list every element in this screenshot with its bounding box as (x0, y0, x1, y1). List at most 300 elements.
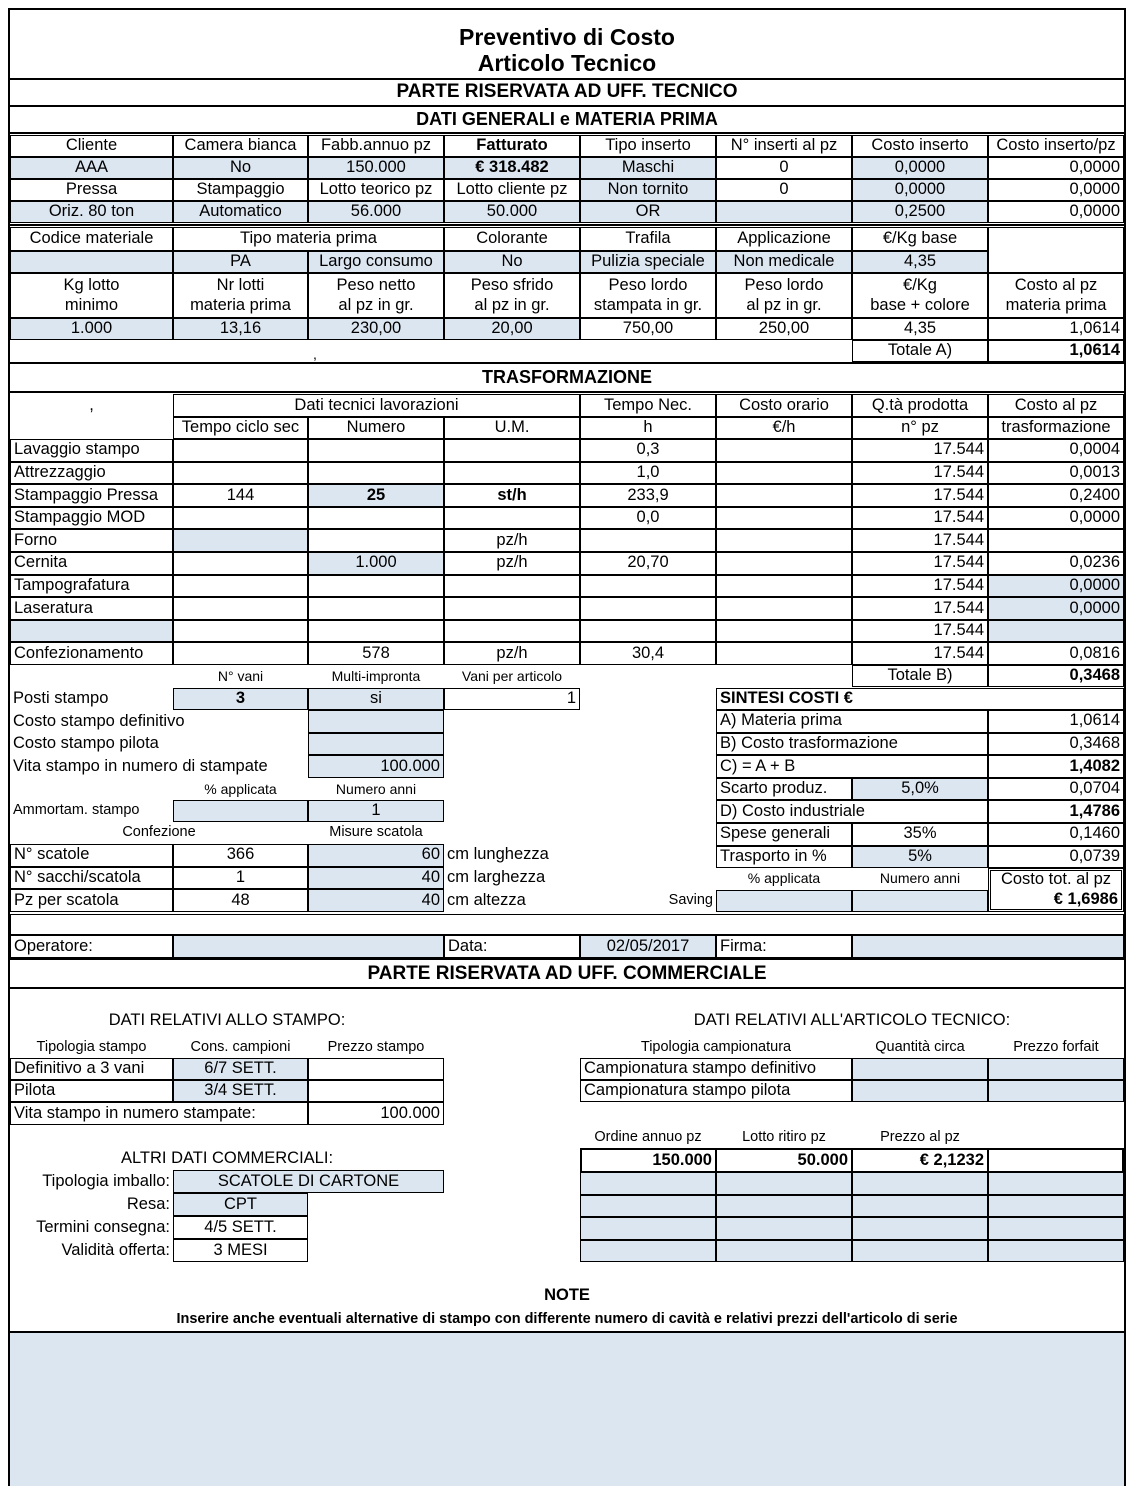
trasf-total: 0,3468 (988, 665, 1124, 687)
section-generali: DATI GENERALI e MATERIA PRIMA (416, 109, 718, 130)
mat-v2-6: 4,35 (852, 318, 988, 340)
insert-tipo[interactable]: Non tornito (580, 179, 716, 201)
data-input[interactable]: 02/05/2017 (580, 935, 716, 958)
trasf-h2-1: Numero (308, 417, 444, 439)
sintesi-label: D) Costo industriale (716, 800, 988, 823)
mat-empty (988, 227, 1124, 273)
order-cell[interactable] (988, 1195, 1124, 1218)
trasf-qta: 17.544 (852, 462, 988, 485)
pack-label: Pz per scatola (10, 889, 173, 912)
insert-tipo[interactable]: OR (580, 201, 716, 223)
pack-misura[interactable]: 60 (308, 844, 444, 867)
quote-sheet (8, 8, 1126, 1486)
comm-h-ord: Ordine annuo pz (594, 1128, 702, 1145)
costo-pil-label: Costo stampo pilota (13, 734, 159, 753)
stampo-h-vani: N° vani (217, 668, 264, 685)
pack-unit: cm larghezza (447, 867, 546, 886)
section-trasformazione: TRASFORMAZIONE (482, 366, 652, 387)
trasf-numero: 1.000 (308, 552, 444, 575)
mat-h2-line: materia prima (190, 295, 291, 314)
h-rule (10, 105, 1124, 107)
sintesi-perc[interactable]: 5,0% (852, 778, 988, 801)
altri-title: ALTRI DATI COMMERCIALI: (120, 1149, 334, 1168)
insert-n (716, 201, 852, 223)
order-cell[interactable] (580, 1195, 716, 1218)
trasf-tempo: 0,3 (580, 439, 716, 462)
trasf-costo (716, 439, 852, 462)
mat-h2-line: Peso netto (336, 275, 416, 294)
sintesi-value: 1,4786 (988, 800, 1124, 823)
altri-value[interactable]: CPT (173, 1193, 308, 1216)
altri-label: Termini consegna: (36, 1217, 170, 1236)
amm-perc-input[interactable] (173, 800, 308, 822)
conf-header: Confezione (122, 823, 196, 840)
sintesi-label: Spese generali (716, 823, 852, 846)
mat-h2-line: Peso sfrido (470, 275, 554, 294)
mat-largo[interactable]: Largo consumo (308, 251, 444, 273)
general-header2-2: Lotto teorico pz (308, 179, 444, 201)
mat-h-tipo: Tipo materia prima (173, 227, 444, 251)
insert-costo[interactable]: 0,2500 (852, 201, 988, 223)
h-rule (10, 391, 1124, 393)
trasf-label: Tampografatura (10, 575, 173, 598)
stampo-h-multi: Multi-impronta (331, 668, 421, 685)
trasf-costo (716, 552, 852, 575)
trasf-costo (716, 507, 852, 530)
h-rule (10, 987, 1124, 989)
trasf-h-costo: Costo orario (716, 394, 852, 417)
operatore-label: Operatore: (10, 935, 173, 958)
sintesi-value: 0,3468 (988, 733, 1124, 756)
trasf-qta: 17.544 (852, 484, 988, 507)
mat-comma: , (313, 346, 317, 362)
general-value-3[interactable]: € 318.482 (444, 157, 580, 179)
trasf-qta: 17.544 (852, 575, 988, 598)
general-header2-0: Pressa (10, 179, 173, 201)
insert-tipo[interactable]: Maschi (580, 157, 716, 179)
costo-tot-label: Costo tot. al pz (1000, 870, 1112, 889)
comm-pil-cons[interactable]: 3/4 SETT. (173, 1080, 308, 1102)
altri-value[interactable]: SCATOLE DI CARTONE (173, 1170, 444, 1193)
sintesi-label: B) Costo trasformazione (716, 733, 988, 756)
trasf-um (444, 597, 580, 620)
pack-value: 366 (173, 844, 308, 867)
order-cell[interactable] (716, 1217, 852, 1240)
comm-extra (988, 1149, 1124, 1172)
trasf-label: Laseratura (10, 597, 173, 620)
trasf-costo (716, 484, 852, 507)
trasf-label[interactable] (10, 620, 173, 643)
trasf-cpz: 0,0236 (988, 552, 1124, 575)
insert-costo-pz: 0,0000 (988, 201, 1124, 223)
trasf-numero (308, 620, 444, 643)
title-line2: Articolo Tecnico (477, 50, 657, 77)
trasf-cpz: 0,0000 (988, 575, 1124, 598)
comm-def-prezzo[interactable] (308, 1058, 444, 1080)
title-line1: Preventivo di Costo (459, 24, 675, 51)
amm-h-perc: % applicata (204, 780, 277, 797)
altri-label: Validità offerta: (61, 1240, 170, 1259)
general-header2-1: Stampaggio (173, 179, 308, 201)
trasf-um: pz/h (444, 642, 580, 665)
comm-ord: 150.000 (580, 1149, 716, 1172)
trasf-tempo: 0,0 (580, 507, 716, 530)
mat-h-appl: Applicazione (716, 227, 852, 251)
general-header-6: Costo inserto (852, 135, 988, 157)
multi-input[interactable]: si (308, 688, 444, 710)
trasf-qta: 17.544 (852, 552, 988, 575)
trasf-tempo (580, 620, 716, 643)
trasf-um (444, 507, 580, 530)
trasf-qta: 17.544 (852, 642, 988, 665)
insert-n: 0 (716, 157, 852, 179)
general-value-1[interactable]: No (173, 157, 308, 179)
mat-h2-2 (308, 273, 444, 318)
trasf-tempo: 233,9 (580, 484, 716, 507)
amm-anni-input[interactable]: 1 (308, 800, 444, 822)
insert-costo[interactable]: 0,0000 (852, 157, 988, 179)
mat-h2-line: al pz in gr. (474, 295, 550, 314)
mat-h2-line: materia prima (1005, 295, 1107, 314)
order-cell[interactable] (852, 1195, 988, 1218)
mat-tipo[interactable]: PA (173, 251, 308, 273)
sintesi-value: 0,0704 (988, 778, 1124, 801)
h-rule (10, 224, 1124, 226)
trasf-cpz: 0,0000 (988, 597, 1124, 620)
mat-h2-line: Peso lordo (744, 275, 824, 294)
mat-kg[interactable]: 4,35 (852, 251, 988, 273)
sintesi-label: A) Materia prima (716, 710, 988, 733)
general-header-4: Tipo inserto (580, 135, 716, 157)
h-rule (10, 362, 1124, 364)
trasf-numero (308, 597, 444, 620)
pack-label: N° scatole (10, 844, 173, 867)
altri-value[interactable]: 4/5 SETT. (173, 1216, 308, 1239)
order-cell[interactable] (580, 1217, 716, 1240)
general-header-7: Costo inserto/pz (988, 135, 1124, 157)
camp-pil-qta[interactable] (852, 1080, 988, 1102)
sintesi-value: 1,0614 (988, 710, 1124, 733)
sintesi-perc: 35% (852, 823, 988, 846)
trasf-costo (716, 529, 852, 552)
trasf-numero (308, 529, 444, 552)
insert-costo-pz: 0,0000 (988, 157, 1124, 179)
posti-stampo-label: Posti stampo (13, 689, 109, 708)
trasf-h-dati: Dati tecnici lavorazioni (173, 394, 580, 417)
mat-h2-line: Nr lotti (216, 275, 265, 294)
mat-v2-3[interactable]: 20,00 (444, 318, 580, 340)
order-cell[interactable] (580, 1172, 716, 1195)
saving-perc[interactable] (716, 890, 852, 912)
h-rule (10, 132, 1124, 134)
pack-value: 48 (173, 889, 308, 912)
trasf-tempo (580, 597, 716, 620)
trasf-um: st/h (444, 484, 580, 507)
trasf-qta: 17.544 (852, 597, 988, 620)
trasf-qta: 17.544 (852, 620, 988, 643)
comm-pil-label: Pilota (10, 1080, 173, 1102)
trasf-costo (716, 575, 852, 598)
mat-h2-line: base + colore (870, 295, 970, 314)
misure-header: Misure scatola (329, 823, 423, 840)
comm-h-tipc: Tipologia campionatura (640, 1038, 792, 1055)
trasf-label: Stampaggio MOD (10, 507, 173, 530)
order-cell[interactable] (988, 1217, 1124, 1240)
mat-h2-line: al pz in gr. (338, 295, 414, 314)
trasf-ciclo (173, 439, 308, 462)
order-cell[interactable] (716, 1240, 852, 1263)
pack-label: N° sacchi/scatola (10, 867, 173, 890)
mat-h-trafila: Trafila (580, 227, 716, 251)
saving-label: Saving (668, 892, 713, 909)
mat-total: 1,0614 (988, 340, 1124, 362)
mat-codice[interactable] (10, 251, 173, 273)
amm-label: Ammortam. stampo (13, 802, 140, 819)
vani-input[interactable]: 3 (173, 688, 308, 710)
pack-unit: cm altezza (447, 890, 526, 909)
vita-input[interactable]: 100.000 (308, 755, 444, 778)
costo-def-input[interactable] (308, 710, 444, 733)
note-text: Inserire anche eventuali alternative di stampo con differente numero di cavità e relativi prezzi dell'articolo di serie (176, 1310, 958, 1327)
sintesi-label: C) = A + B (716, 755, 988, 778)
trasf-ciclo (173, 642, 308, 665)
trasf-label: Lavaggio stampo (10, 439, 173, 462)
comm-pz: € 2,1232 (852, 1149, 988, 1172)
trasf-ciclo (173, 620, 308, 643)
trasf-h-qta: Q.tà prodotta (852, 394, 988, 417)
sintesi-value: 1,4082 (988, 755, 1124, 778)
mat-trafila[interactable]: Pulizia speciale (580, 251, 716, 273)
general-value2-2[interactable]: 56.000 (308, 201, 444, 223)
mat-h2-4 (580, 273, 716, 318)
mat-h-codice: Codice materiale (10, 227, 173, 251)
camp-def-forf[interactable] (988, 1058, 1124, 1080)
comm-def-label: Definitivo a 3 vani (10, 1058, 173, 1080)
costo-tot-value: € 1,6986 (1053, 890, 1118, 908)
comm-h-lotto: Lotto ritiro pz (742, 1128, 826, 1145)
sintesi-value: 0,1460 (988, 823, 1124, 846)
general-value2-1[interactable]: Automatico (173, 201, 308, 223)
sintesi-perc[interactable]: 5% (852, 846, 988, 869)
trasf-um (444, 462, 580, 485)
camp-pil-forf[interactable] (988, 1080, 1124, 1102)
trasf-comma: , (89, 395, 94, 414)
trasf-qta: 17.544 (852, 507, 988, 530)
comm-h-cons: Cons. campioni (190, 1038, 291, 1055)
mat-h2-3 (444, 273, 580, 318)
trasf-costo (716, 620, 852, 643)
firma-input[interactable] (852, 935, 1124, 958)
mat-h2-line: minimo (64, 295, 119, 314)
comm-h-qta: Quantità circa (875, 1038, 965, 1055)
general-value-2[interactable]: 150.000 (308, 157, 444, 179)
trasf-tempo: 20,70 (580, 552, 716, 575)
trasf-label: Confezionamento (10, 642, 173, 665)
mat-v2-2[interactable]: 230,00 (308, 318, 444, 340)
trasf-numero (308, 507, 444, 530)
trasf-costo (716, 462, 852, 485)
costo-tot-box (988, 868, 1124, 912)
trasf-label: Attrezzaggio (10, 462, 173, 485)
trasf-numero (308, 575, 444, 598)
mat-v2-1[interactable]: 13,16 (173, 318, 308, 340)
costo-pil-input[interactable] (308, 733, 444, 755)
trasf-um (444, 575, 580, 598)
vita-label: Vita stampo in numero di stampate (13, 756, 268, 775)
mat-v2-7: 1,0614 (988, 318, 1124, 340)
general-value2-3[interactable]: 50.000 (444, 201, 580, 223)
mat-h2-line: Kg lotto (63, 275, 120, 294)
camp-def-qta[interactable] (852, 1058, 988, 1080)
trasf-costo (716, 597, 852, 620)
camp-def-label: Campionatura stampo definitivo (580, 1058, 852, 1080)
trasf-tempo (580, 575, 716, 598)
trasf-label: Forno (10, 529, 173, 552)
comm-h-prezzo: Prezzo stampo (327, 1038, 425, 1055)
mat-h-colorante: Colorante (444, 227, 580, 251)
trasf-numero (308, 439, 444, 462)
general-value2-0[interactable]: Oriz. 80 ton (10, 201, 173, 223)
general-header-3: Fatturato (444, 135, 580, 157)
order-cell[interactable] (716, 1195, 852, 1218)
general-header-2: Fabb.annuo pz (308, 135, 444, 157)
trasf-numero: 25 (308, 484, 444, 507)
trasf-h-empty (10, 417, 173, 439)
mat-total-blank (10, 340, 852, 362)
trasf-ciclo (173, 597, 308, 620)
trasf-numero (308, 462, 444, 485)
general-header-1: Camera bianca (173, 135, 308, 157)
note-area[interactable] (10, 1333, 1124, 1486)
comm-vita-value: 100.000 (308, 1102, 444, 1125)
order-cell[interactable] (580, 1240, 716, 1263)
trasf-h2-3: h (580, 417, 716, 439)
sintesi-value: 0,0739 (988, 846, 1124, 869)
trasf-cpz (988, 620, 1124, 643)
trasf-h2-0: Tempo ciclo sec (173, 417, 308, 439)
comm-pil-prezzo[interactable] (308, 1080, 444, 1102)
mat-h2-line: al pz in gr. (746, 295, 822, 314)
mat-h2-0 (10, 273, 173, 318)
trasf-cpz: 0,0000 (988, 507, 1124, 530)
mat-colorante[interactable]: No (444, 251, 580, 273)
trasf-cpz: 0,0816 (988, 642, 1124, 665)
trasf-um (444, 439, 580, 462)
trasf-ciclo (173, 552, 308, 575)
mat-v2-5: 250,00 (716, 318, 852, 340)
trasf-tempo: 30,4 (580, 642, 716, 665)
mat-h2-1 (173, 273, 308, 318)
trasf-ciclo (173, 462, 308, 485)
trasf-ciclo (173, 529, 308, 552)
mat-h2-7 (988, 273, 1124, 318)
stampo-h-vani-art: Vani per articolo (461, 668, 563, 685)
order-cell[interactable] (852, 1172, 988, 1195)
comm-art-title: DATI RELATIVI ALL'ARTICOLO TECNICO: (693, 1011, 1011, 1030)
trasf-cpz (988, 529, 1124, 552)
sintesi-title: SINTESI COSTI € (716, 688, 1124, 710)
sintesi-label: Trasporto in % (716, 846, 852, 869)
insert-n: 0 (716, 179, 852, 201)
insert-costo[interactable]: 0,0000 (852, 179, 988, 201)
mat-h-kg: €/Kg base (852, 227, 988, 251)
pack-misura[interactable]: 40 (308, 867, 444, 890)
pack-misura[interactable]: 40 (308, 889, 444, 912)
mat-h2-line: Peso lordo (608, 275, 688, 294)
comm-h-forf: Prezzo forfait (1013, 1038, 1099, 1055)
trasf-cpz: 0,2400 (988, 484, 1124, 507)
trasf-h2-6: trasformazione (988, 417, 1124, 439)
footer-spacer (10, 914, 1124, 935)
comm-h-pz: Prezzo al pz (880, 1128, 960, 1145)
order-cell[interactable] (852, 1217, 988, 1240)
comm-def-cons[interactable]: 6/7 SETT. (173, 1058, 308, 1080)
firma-label: Firma: (716, 935, 852, 958)
order-cell[interactable] (988, 1172, 1124, 1195)
comm-h-tip: Tipologia stampo (36, 1038, 147, 1055)
insert-costo-pz: 0,0000 (988, 179, 1124, 201)
sintesi-h-anni: Numero anni (879, 870, 961, 887)
trasf-cpz: 0,0004 (988, 439, 1124, 462)
trasf-ciclo: 144 (173, 484, 308, 507)
trasf-um: pz/h (444, 529, 580, 552)
trasf-numero: 578 (308, 642, 444, 665)
trasf-total-label: Totale B) (852, 665, 988, 687)
trasf-h2-5: n° pz (852, 417, 988, 439)
mat-v2-0[interactable]: 1.000 (10, 318, 173, 340)
saving-anni[interactable] (852, 890, 988, 912)
pack-unit: cm lunghezza (447, 845, 549, 864)
amm-h-anni: Numero anni (335, 780, 417, 797)
trasf-costo (716, 642, 852, 665)
comm-stampo-title: DATI RELATIVI ALLO STAMPO: (108, 1011, 346, 1030)
order-cell[interactable] (988, 1240, 1124, 1263)
order-cell[interactable] (716, 1172, 852, 1195)
mat-appl[interactable]: Non medicale (716, 251, 852, 273)
sintesi-h-perc: % applicata (747, 870, 821, 887)
trasf-label: Cernita (10, 552, 173, 575)
mat-v2-4: 750,00 (580, 318, 716, 340)
general-header2-3: Lotto cliente pz (444, 179, 580, 201)
trasf-tempo (580, 529, 716, 552)
trasf-ciclo (173, 575, 308, 598)
trasf-um (444, 620, 580, 643)
trasf-ciclo (173, 507, 308, 530)
section-commerciale: PARTE RISERVATA AD UFF. COMMERCIALE (367, 962, 767, 984)
altri-value[interactable]: 3 MESI (173, 1239, 308, 1262)
operatore-input[interactable] (173, 935, 444, 958)
sintesi-label: Scarto produz. (716, 778, 852, 801)
trasf-h2-2: U.M. (444, 417, 580, 439)
mat-h2-line: stampata in gr. (593, 295, 703, 314)
comm-lotto: 50.000 (716, 1149, 852, 1172)
trasf-um: pz/h (444, 552, 580, 575)
trasf-tempo: 1,0 (580, 462, 716, 485)
camp-pil-label: Campionatura stampo pilota (580, 1080, 852, 1102)
costo-def-label: Costo stampo definitivo (13, 711, 185, 730)
mat-h2-5 (716, 273, 852, 318)
altri-label: Tipologia imballo: (42, 1171, 170, 1190)
altri-label: Resa: (126, 1194, 170, 1213)
pack-value: 1 (173, 867, 308, 890)
order-cell[interactable] (852, 1240, 988, 1263)
trasf-label: Stampaggio Pressa (10, 484, 173, 507)
trasf-qta: 17.544 (852, 439, 988, 462)
data-label: Data: (444, 935, 580, 958)
general-value-0[interactable]: AAA (10, 157, 173, 179)
h-rule (10, 958, 1124, 960)
trasf-qta: 17.544 (852, 529, 988, 552)
